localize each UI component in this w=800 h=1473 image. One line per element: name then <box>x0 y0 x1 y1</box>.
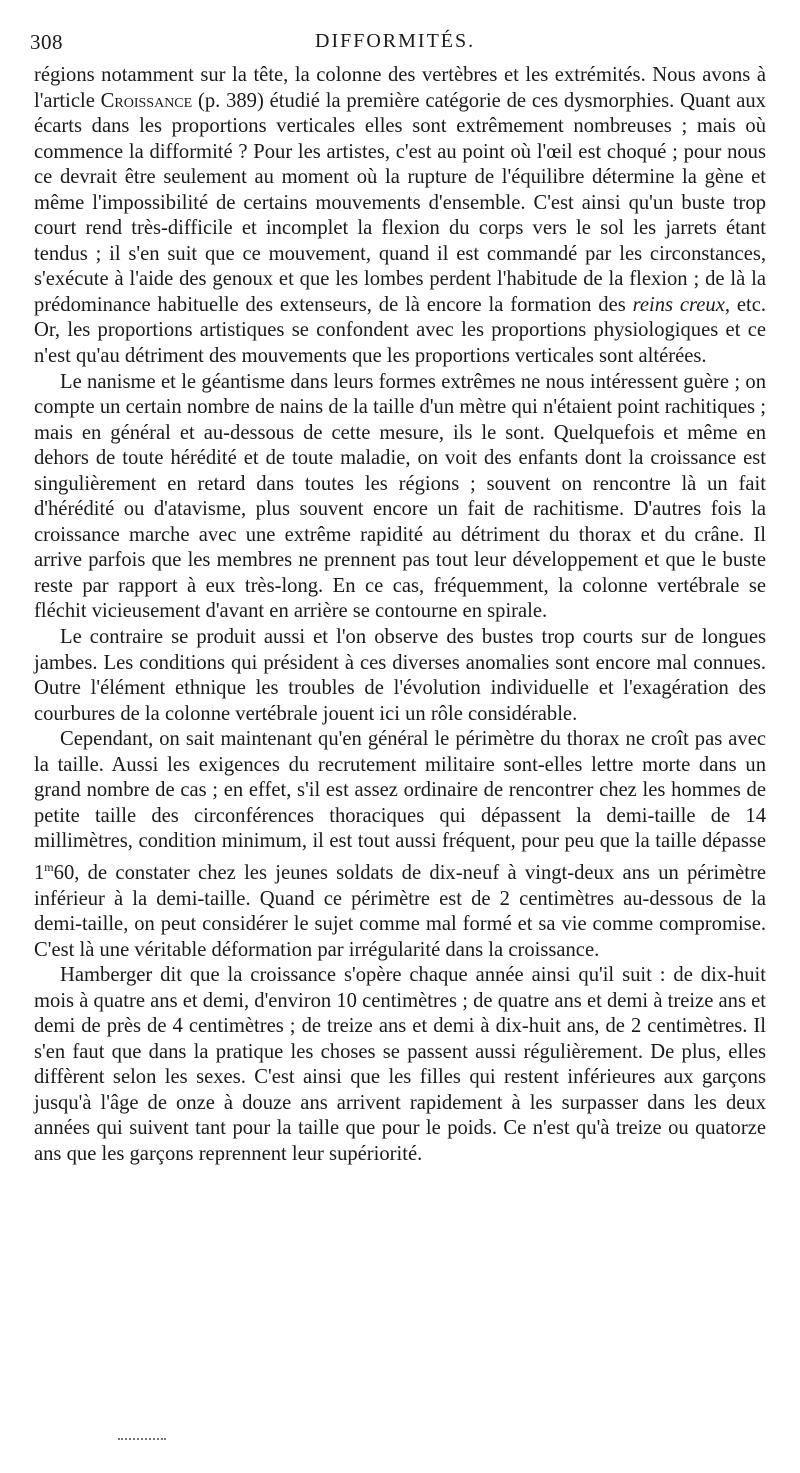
body-text <box>34 63 766 1168</box>
text-segment: m <box>44 859 54 874</box>
text-segment: Cependant, on sait maintenant qu'en général le périmètre du thorax ne croît pas avec la taille. Aussi les exigences du recrutement militaire sont-elles lettre morte dans un grand nombre de cas ; en effet, s'il est assez ordinaire de rencontrer chez les hommes de petite taille des circonférences thoraciques qui dépassent la demi-taille de 14 millimètres, condition minimum, il est tout aussi fréquent, pour peu que la taille dépasse 1 <box>34 728 766 884</box>
paragraph <box>34 625 766 727</box>
paragraph <box>34 727 766 963</box>
running-title: DIFFORMITÉS. <box>315 30 476 52</box>
text-segment: régions notamment sur la tête, la colonne des vertèbres et les extrémités. Nous avons à l'article <box>34 64 766 112</box>
text-segment: Croissance <box>100 89 193 112</box>
stray-mark <box>118 1438 166 1442</box>
text-segment: , etc. Or, les proportions artistiques se confondent avec les proportions physiologiques et ce n'est qu'au détriment des mouvements que les proportions verticales sont altérées. <box>34 293 766 368</box>
running-head <box>30 30 770 56</box>
page-number: 308 <box>30 30 63 54</box>
paragraph <box>34 370 766 625</box>
text-segment: (p. 389) étudié la première catégorie de ces dysmorphies. Quant aux écarts dans les proportions verticales elles sont extrêmement nombreuses ; mais où commence la difformité ? Pour les artistes, c'est au point où l'œil est choqué ; pour nous ce devrait être seulement au moment où la rupture de l'équilibre détermine la gène et même l'impossibilité de certains mouvements d'ensemble. C'est ainsi qu'un buste trop court rend très-difficile et incomplet la flexion du corps vers le sol les jarrets étant tendus ; il s'en suit que ce mouvement, quand il est commandé par les circonstances, s'exécute à l'aide des genoux et que les lombes perdent l'habitude de la flexion ; de là la prédominance habituelle des extenseurs, de là encore la formation des <box>34 89 766 316</box>
text-segment: Le nanisme et le géantisme dans leurs formes extrêmes ne nous intéressent guère ; on compte un certain nombre de nains de la taille d'un mètre qui n'étaient point rachitiques ; mais en général et au-dessous de cette mesure, ils le sont. Quelquefois et même en dehors de toute hérédité et de toute maladie, on voit des enfants dont la croissance est singulièrement en retard dans toutes les régions ; souvent on rencontre là un fait d'hérédité ou d'atavisme, plus souvent encore un fait de rachitisme. D'autres fois la croissance marche avec une extrême rapidité au détriment du thorax et du crâne. Il arrive parfois que les membres ne prennent pas tout leur développement et que le buste reste par rapport à eux très-long. En ce cas, fréquemment, la colonne vertébrale se fléchit vicieusement d'avant en arrière se contourne en spirale. <box>34 370 766 623</box>
text-segment: reins creux <box>632 293 725 316</box>
paragraph <box>34 63 766 370</box>
text-segment: Le contraire se produit aussi et l'on observe des bustes trop courts sur de longues jambes. Les conditions qui président à ces diverses anomalies sont encore mal connues. Outre l'élément ethnique les troubles de l'évolution individuelle et l'exagération des courbures de la colonne vertébrale jouent ici un rôle considérable. <box>34 626 766 725</box>
text-segment: Hamberger dit que la croissance s'opère chaque année ainsi qu'il suit : de dix-huit mois à quatre ans et demi, d'environ 10 centimètres ; de quatre ans et demi à treize ans et demi de près de 4 centimètres ; de treize ans et demi à dix-huit ans, de 2 centimètres. Il s'en faut que dans la pratique les choses se passent aussi régulièrement. De plus, elles diffèrent selon les sexes. C'est ainsi que les filles qui restent inférieures aux garçons jusqu'à l'âge de onze à douze ans arrivent rapidement à les surpasser dans les deux années qui suivent tant pour la taille que pour le poids. Ce n'est qu'à treize ou quatorze ans que les garçons reprennent leur supériorité. <box>34 964 766 1165</box>
paragraph <box>34 963 766 1167</box>
text-segment: 60, de constater chez les jeunes soldats de dix-neuf à vingt-deux ans un périmètre inférieur à la demi-taille. Quand ce périmètre est de 2 centimètres au-dessous de la demi-taille, on peut considérer le sujet comme mal formé et sa vie comme compromise. C'est là une véritable déformation par irrégularité dans la croissance. <box>34 861 766 961</box>
